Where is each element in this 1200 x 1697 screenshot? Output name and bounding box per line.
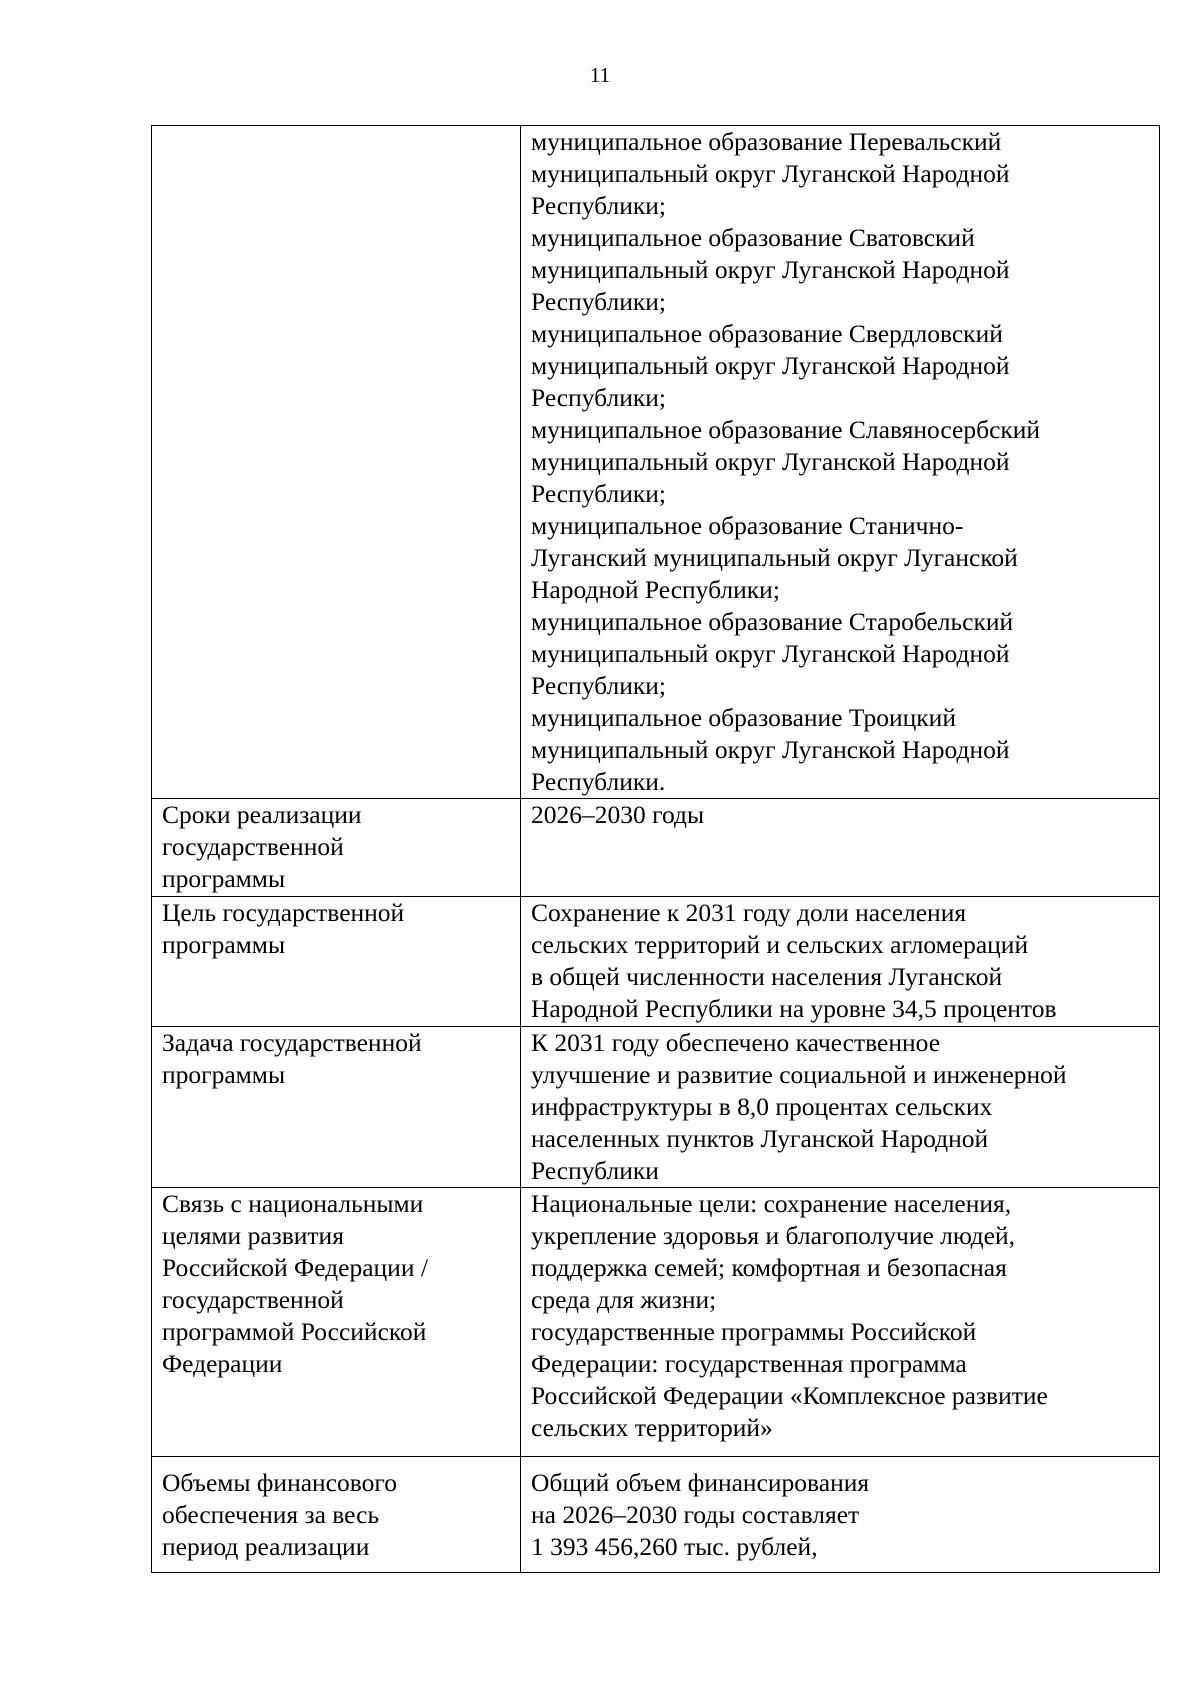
value-line: Республики;: [531, 383, 667, 412]
table-row-national-goals-link: [152, 1188, 1160, 1457]
value-line: Сохранение к 2031 году доли населения: [531, 898, 967, 927]
value-line: муниципальный округ Луганской Народной: [531, 255, 1010, 284]
program-passport-table: [151, 125, 1160, 1573]
row-value-cell: [521, 799, 1160, 897]
value-line: Национальные цели: сохранение населения,: [531, 1189, 1012, 1218]
row-value-cell: [521, 1457, 1160, 1573]
value-line: муниципальное образование Старобельский: [531, 607, 1014, 636]
row-label-cell: [152, 1188, 521, 1457]
label-line: период реализации: [162, 1532, 370, 1561]
value-line: Республики;: [531, 287, 667, 316]
value-line: Общий объем финансирования: [531, 1468, 870, 1497]
value-line: Федерации: государственная программа: [531, 1349, 967, 1378]
label-line: государственной: [162, 1285, 344, 1314]
value-line: Российской Федерации «Комплексное развитие: [531, 1381, 1048, 1410]
row-value-cell: [521, 897, 1160, 1027]
label-line: Федерации: [162, 1349, 283, 1378]
value-line: Республики: [531, 1156, 659, 1185]
value-line: Республики.: [531, 767, 666, 796]
row-value-cell: [521, 126, 1160, 799]
label-line: Задача государственной: [162, 1028, 422, 1057]
value-line: Республики;: [531, 191, 667, 220]
value-line: 1 393 456,260 тыс. рублей,: [531, 1532, 818, 1561]
table-row-program-task: [152, 1027, 1160, 1188]
label-line: программы: [162, 864, 286, 893]
value-line: государственные программы Российской: [531, 1317, 977, 1346]
value-line: сельских территорий и сельских агломераций: [531, 930, 1029, 959]
label-line: Цель государственной: [162, 898, 405, 927]
label-line: программы: [162, 1060, 286, 1089]
row-label-cell: [152, 897, 521, 1027]
value-line: муниципальный округ Луганской Народной: [531, 351, 1010, 380]
value-line: муниципальное образование Славяносербский: [531, 415, 1041, 444]
label-line: Российской Федерации /: [162, 1253, 428, 1282]
value-line: муниципальный округ Луганской Народной: [531, 639, 1010, 668]
label-line: государственной: [162, 832, 344, 861]
value-line: сельских территорий»: [531, 1413, 773, 1442]
value-line: инфраструктуры в 8,0 процентах сельских: [531, 1092, 993, 1121]
value-line: муниципальный округ Луганской Народной: [531, 159, 1010, 188]
row-label-cell: [152, 126, 521, 799]
value-line: муниципальное образование Сватовский: [531, 223, 975, 252]
row-value-cell: [521, 1188, 1160, 1457]
label-line: Объемы финансового: [162, 1468, 397, 1497]
value-line: муниципальное образование Свердловский: [531, 319, 1003, 348]
value-line: Республики;: [531, 671, 667, 700]
label-line: программой Российской: [162, 1317, 427, 1346]
row-value-cell: [521, 1027, 1160, 1188]
value-line: К 2031 году обеспечено качественное: [531, 1028, 941, 1057]
row-label-cell: [152, 1027, 521, 1188]
value-line: 2026–2030 годы: [531, 800, 705, 829]
label-line: целями развития: [162, 1221, 344, 1250]
value-line: Луганский муниципальный округ Луганской: [531, 543, 1018, 572]
value-line: Народной Республики на уровне 34,5 процентов: [531, 994, 1057, 1023]
value-line: муниципальный округ Луганской Народной: [531, 447, 1010, 476]
label-line: Сроки реализации: [162, 800, 362, 829]
value-line: муниципальный округ Луганской Народной: [531, 735, 1010, 764]
row-label-cell: [152, 799, 521, 897]
value-line: муниципальное образование Станично-: [531, 511, 964, 540]
page-number: 11: [589, 63, 611, 87]
table-row-financing-volume: [152, 1457, 1160, 1573]
value-line: среда для жизни;: [531, 1285, 717, 1314]
table-row-program-goal: [152, 897, 1160, 1027]
label-line: программы: [162, 930, 286, 959]
value-line: Народной Республики;: [531, 575, 780, 604]
row-label-cell: [152, 1457, 521, 1573]
value-line: в общей численности населения Луганской: [531, 962, 1003, 991]
value-line: муниципальное образование Перевальский: [531, 127, 1002, 156]
table-row-implementation-terms: [152, 799, 1160, 897]
label-line: Связь с национальными: [162, 1189, 424, 1218]
label-line: обеспечения за весь: [162, 1500, 380, 1529]
value-line: на 2026–2030 годы составляет: [531, 1500, 860, 1529]
value-line: Республики;: [531, 479, 667, 508]
value-line: муниципальное образование Троицкий: [531, 703, 956, 732]
value-line: населенных пунктов Луганской Народной: [531, 1124, 989, 1153]
value-line: укрепление здоровья и благополучие людей,: [531, 1221, 1015, 1250]
table-row-municipalities: [152, 126, 1160, 799]
value-line: улучшение и развитие социальной и инженерной: [531, 1060, 1067, 1089]
value-line: поддержка семей; комфортная и безопасная: [531, 1253, 1007, 1282]
